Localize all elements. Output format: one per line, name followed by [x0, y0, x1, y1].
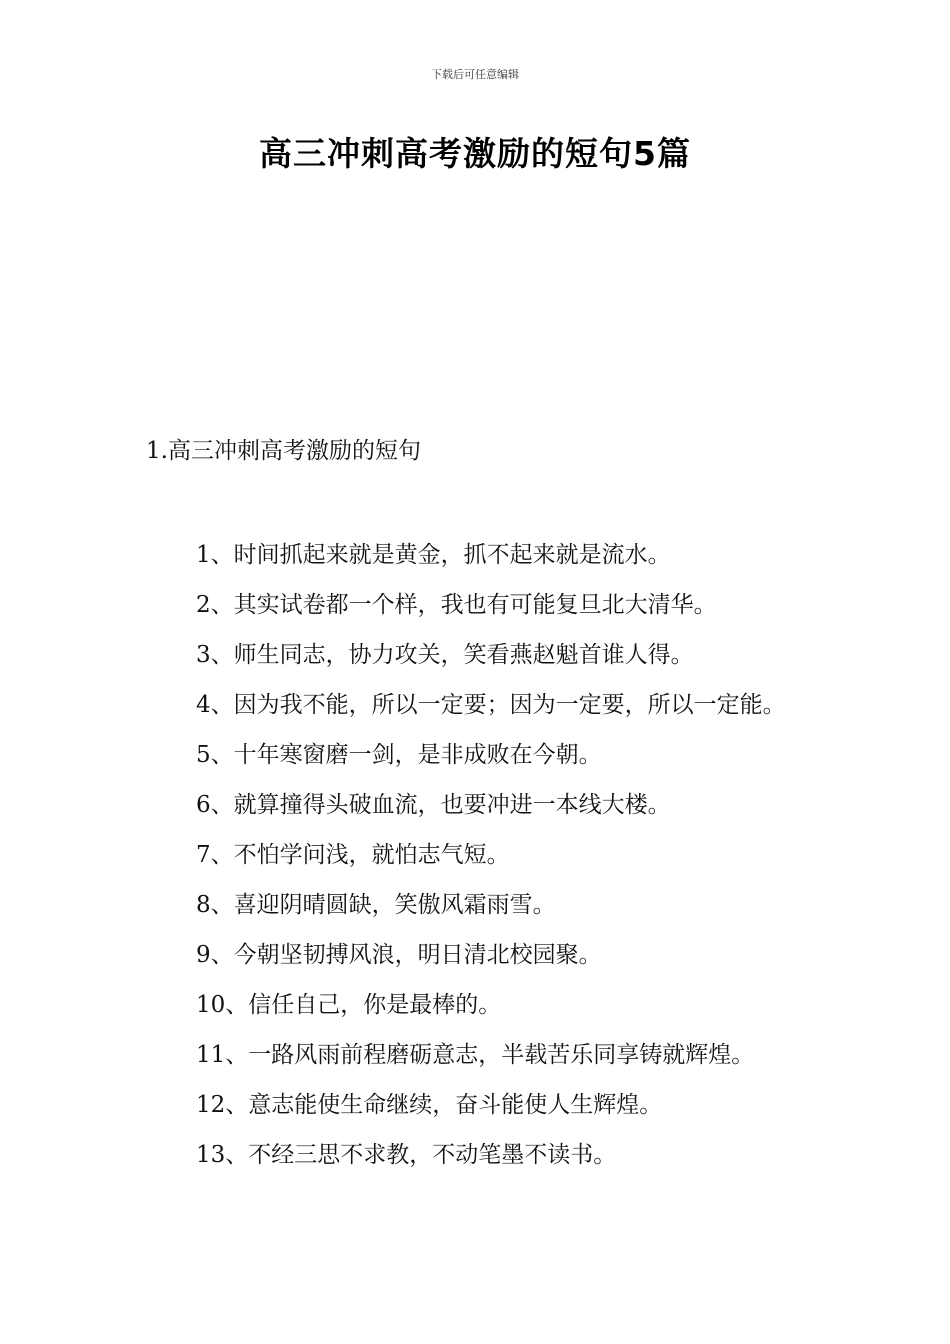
list-item: 8、喜迎阴晴圆缺，笑傲风霜雨雪。 — [196, 892, 556, 918]
header-note: 下载后可任意编辑 — [431, 68, 519, 81]
quote-list — [146, 530, 811, 1180]
document-title: 高三冲刺高考激励的短句5篇 — [259, 134, 691, 173]
list-item: 10、信任自己，你是最棒的。 — [196, 992, 502, 1018]
list-item: 3、师生同志，协力攻关，笑看燕赵魁首谁人得。 — [196, 642, 694, 668]
list-item: 13、不经三思不求教，不动笔墨不读书。 — [196, 1142, 617, 1168]
list-item: 11、一路风雨前程磨砺意志，半载苦乐同享铸就辉煌。 — [196, 1042, 755, 1068]
list-item: 12、意志能使生命继续，奋斗能使人生辉煌。 — [196, 1092, 663, 1118]
list-item: 6、就算撞得头破血流，也要冲进一本线大楼。 — [196, 792, 671, 818]
list-item: 9、今朝坚韧搏风浪，明日清北校园聚。 — [196, 942, 602, 968]
list-item: 1、时间抓起来就是黄金，抓不起来就是流水。 — [196, 542, 671, 568]
section-heading: 1.高三冲刺高考激励的短句 — [146, 438, 421, 464]
list-item: 5、十年寒窗磨一剑，是非成败在今朝。 — [196, 742, 602, 768]
list-item: 4、因为我不能，所以一定要；因为一定要，所以一定能。 — [196, 692, 786, 718]
list-item: 7、不怕学问浅，就怕志气短。 — [196, 842, 510, 868]
list-item: 2、其实试卷都一个样，我也有可能复旦北大清华。 — [196, 592, 717, 618]
